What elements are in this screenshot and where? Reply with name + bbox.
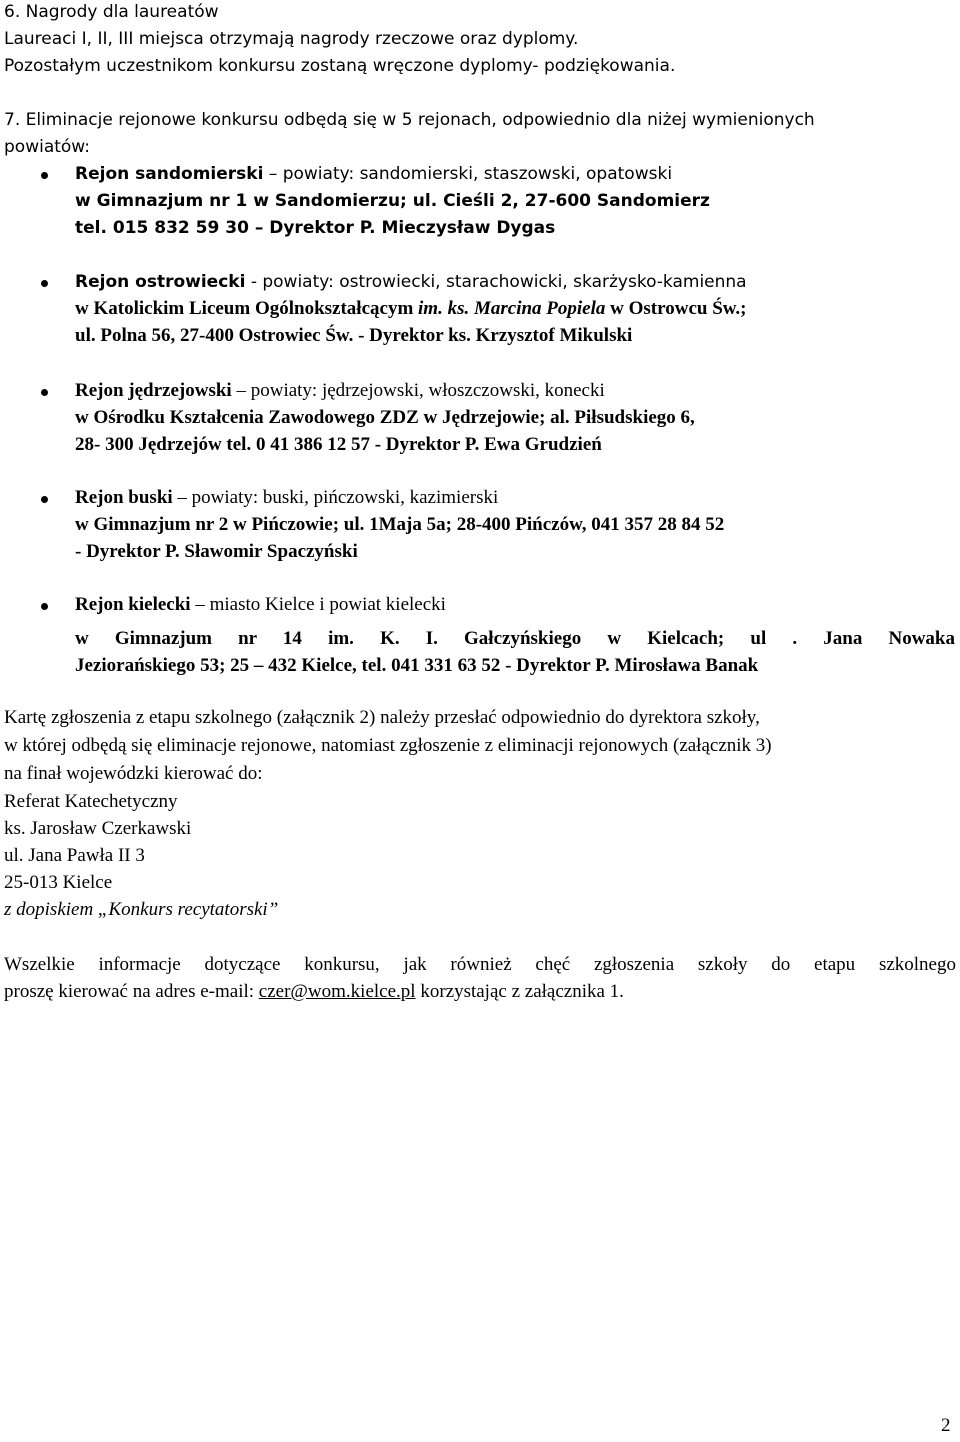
region-ostrowiecki-title bbox=[75, 271, 747, 293]
address-line-1: Referat Katechetyczny bbox=[4, 791, 178, 812]
school-name: w Katolickim Liceum Ogólnokształcącym bbox=[75, 298, 419, 319]
region-counties: – powiaty: buski, pińczowski, kazimierski bbox=[172, 487, 499, 508]
region-jedrzejowski-contact: 28- 300 Jędrzejów tel. 0 41 386 12 57 - Dyrektor P. Ewa Grudzień bbox=[75, 434, 602, 455]
submission-line-2: w której odbędą się eliminacje rejonowe, natomiast zgłoszenie z eliminacji rejonowych (załącznik 3) bbox=[4, 735, 772, 756]
region-name: Rejon kielecki bbox=[75, 594, 191, 615]
bullet-icon bbox=[41, 496, 48, 503]
section-7-intro-line-2: powiatów: bbox=[4, 137, 91, 157]
bullet-icon bbox=[41, 280, 48, 287]
info-line-1: Wszelkie informacje dotyczące konkursu, jak również chęć zgłoszenia szkoły do etapu szkolnego bbox=[4, 954, 956, 975]
region-jedrzejowski-title bbox=[75, 380, 605, 402]
info-line-2 bbox=[4, 981, 624, 1003]
school-city: w Ostrowcu Św.; bbox=[605, 298, 747, 319]
address-line-4: 25-013 Kielce bbox=[4, 872, 113, 893]
region-ostrowiecki-address bbox=[75, 298, 747, 320]
bullet-icon bbox=[41, 389, 48, 396]
region-name: Rejon ostrowiecki bbox=[75, 272, 246, 292]
bullet-icon bbox=[41, 172, 48, 179]
region-kielecki-contact: Jeziorańskiego 53; 25 – 432 Kielce, tel. 041 331 63 52 - Dyrektor P. Mirosława Banak bbox=[75, 655, 759, 676]
region-buski-contact: - Dyrektor P. Sławomir Spaczyński bbox=[75, 541, 358, 562]
submission-line-3: na finał wojewódzki kierować do: bbox=[4, 763, 263, 784]
email-link[interactable]: czer@wom.kielce.pl bbox=[258, 981, 416, 1002]
region-ostrowiecki-contact: ul. Polna 56, 27-400 Ostrowiec Św. - Dyrektor ks. Krzysztof Mikulski bbox=[75, 325, 633, 346]
region-counties: – powiaty: jędrzejowski, włoszczowski, konecki bbox=[231, 380, 605, 401]
region-jedrzejowski-address: w Ośrodku Kształcenia Zawodowego ZDZ w Jędrzejowie; al. Piłsudskiego 6, bbox=[75, 407, 695, 428]
submission-line-1: Kartę zgłoszenia z etapu szkolnego (załącznik 2) należy przesłać odpowiednio do dyrektora szkoły, bbox=[4, 707, 760, 728]
region-name: Rejon jędrzejowski bbox=[75, 380, 232, 401]
bullet-icon bbox=[41, 603, 48, 610]
region-counties: – miasto Kielce i powiat kielecki bbox=[190, 594, 446, 615]
address-line-2: ks. Jarosław Czerkawski bbox=[4, 818, 192, 839]
region-sandomierski-address: w Gimnazjum nr 1 w Sandomierzu; ul. Cieśli 2, 27-600 Sandomierz bbox=[75, 191, 710, 211]
region-name: Rejon buski bbox=[75, 487, 173, 508]
section-6-line-2: Pozostałym uczestnikom konkursu zostaną wręczone dyplomy- podziękowania. bbox=[4, 56, 676, 76]
section-6-line-1: Laureaci I, II, III miejsca otrzymają nagrody rzeczowe oraz dyplomy. bbox=[4, 29, 579, 49]
school-patron: im. ks. Marcina Popiela bbox=[418, 298, 606, 319]
region-sandomierski-title bbox=[75, 163, 672, 185]
region-kielecki-address: w Gimnazjum nr 14 im. K. I. Gałczyńskiego w Kielcach; ul . Jana Nowaka bbox=[75, 628, 955, 649]
section-6-heading: 6. Nagrody dla laureatów bbox=[4, 2, 219, 22]
info-text: korzystając z załącznika 1. bbox=[415, 981, 624, 1002]
info-text: proszę kierować na adres e-mail: bbox=[4, 981, 259, 1002]
submission-note: z dopiskiem „Konkurs recytatorski” bbox=[4, 899, 279, 920]
region-counties: - powiaty: ostrowiecki, starachowicki, skarżysko-kamienna bbox=[245, 272, 747, 292]
section-7-intro-line-1: 7. Eliminacje rejonowe konkursu odbędą się w 5 rejonach, odpowiednio dla niżej wymienionych bbox=[4, 110, 815, 130]
region-buski-address: w Gimnazjum nr 2 w Pińczowie; ul. 1Maja 5a; 28-400 Pińczów, 041 357 28 84 52 bbox=[75, 514, 725, 535]
region-kielecki-title bbox=[75, 594, 446, 616]
address-line-3: ul. Jana Pawła II 3 bbox=[4, 845, 145, 866]
region-name: Rejon sandomierski bbox=[75, 164, 264, 184]
region-counties: – powiaty: sandomierski, staszowski, opatowski bbox=[263, 164, 673, 184]
region-buski-title bbox=[75, 487, 498, 509]
page-number: 2 bbox=[941, 1415, 951, 1436]
region-sandomierski-contact: tel. 015 832 59 30 – Dyrektor P. Mieczysław Dygas bbox=[75, 218, 556, 238]
